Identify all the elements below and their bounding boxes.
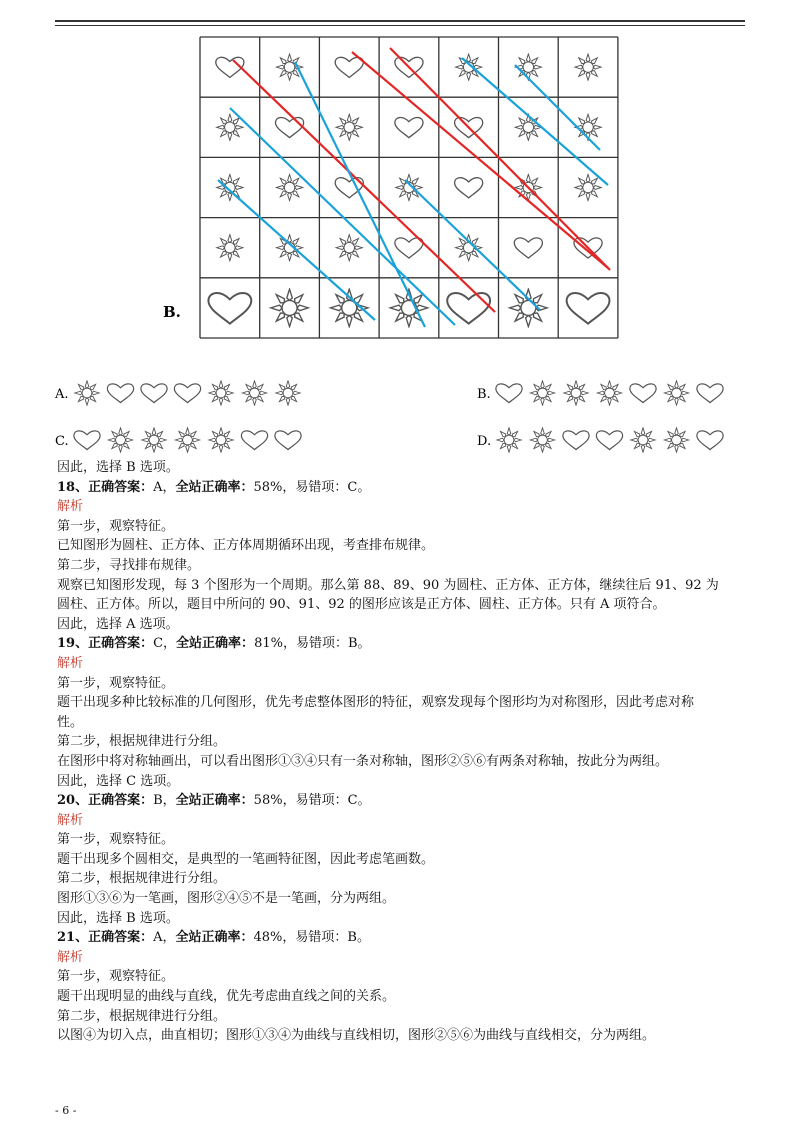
- answer-key: B，: [153, 793, 176, 809]
- sun-icon: [575, 114, 601, 140]
- heart-icon: [395, 118, 423, 138]
- explanation-line: 第二步，根据规律进行分组。: [57, 871, 227, 887]
- sun-icon: [631, 428, 655, 452]
- heart-icon: [496, 384, 522, 403]
- blue-diagonal-line: [295, 62, 425, 327]
- accuracy-value: 48%，易错项：B。: [253, 930, 370, 946]
- sun-icon: [271, 289, 309, 327]
- sun-icon: [530, 381, 554, 405]
- sun-icon: [664, 381, 688, 405]
- explanation-line: 观察已知图形发现，每 3 个图形为一个周期。那么第 88、89、90 为圆柱、正方体、正方体，继续往后 91、92 为: [57, 577, 719, 593]
- explanation-line: 第二步，根据规律进行分组。: [57, 1008, 227, 1024]
- explanation-line: 第一步，观察特征。: [57, 832, 175, 848]
- heart-icon: [697, 431, 723, 450]
- option-label: D.: [477, 434, 492, 449]
- heart-icon: [174, 384, 200, 403]
- heart-icon: [208, 293, 251, 324]
- sun-icon: [664, 428, 688, 452]
- answer-heading: [57, 791, 747, 811]
- heart-icon: [563, 431, 589, 450]
- explanation-line: 题干出现多种比较标准的几何图形，优先考虑整体图形的特征，观察发现每个图形均为对称图形，因此考虑对称: [57, 695, 695, 711]
- sun-icon: [175, 428, 199, 452]
- answer-heading: [57, 928, 747, 948]
- sun-icon: [515, 114, 541, 140]
- explanation-line: 图形①③⑥为一笔画，图形②④⑤不是一笔画，分为两组。: [57, 891, 396, 907]
- explanation-line: 第二步，寻找排布规律。: [57, 557, 201, 573]
- sun-icon: [217, 235, 243, 261]
- explanation-line: 在图形中将对称轴画出，可以看出图形①③④只有一条对称轴，图形②⑤⑥有两条对称轴，按此分为两组。: [57, 753, 669, 769]
- explanation-line: 因此，选择 A 选项。: [57, 616, 179, 632]
- explanation-line: 第一步，观察特征。: [57, 518, 175, 534]
- sun-icon: [575, 174, 601, 200]
- answer-key: A，: [153, 479, 176, 495]
- accuracy-label: 全站正确率：: [175, 930, 254, 946]
- answer-key-label: 21、正确答案：: [57, 930, 154, 946]
- sun-icon: [530, 428, 554, 452]
- heart-icon: [74, 431, 100, 450]
- sun-icon: [336, 114, 362, 140]
- answer-key: A，: [153, 930, 176, 946]
- answer-key-label: 18、正确答案：: [57, 479, 154, 495]
- analysis-heading: 解析: [57, 812, 84, 828]
- sun-icon: [396, 174, 422, 200]
- analysis-heading: 解析: [57, 499, 84, 515]
- sun-icon: [209, 381, 233, 405]
- heart-icon: [141, 384, 167, 403]
- heart-icon: [107, 384, 133, 403]
- answer-heading: [57, 478, 747, 498]
- heart-icon: [596, 431, 622, 450]
- sun-icon: [209, 428, 233, 452]
- page-number: - 6 -: [55, 1104, 77, 1117]
- sun-icon: [456, 235, 482, 261]
- heart-icon: [455, 178, 483, 198]
- explanation-line: 已知图形为圆柱、正方体、正方体周期循环出现，考查排布规律。: [57, 538, 435, 554]
- explanation-line: 圆柱、正方体。所以，题目中所问的 90、91、92 的图形应该是正方体、圆柱、正方体。只有 A 项符合。: [57, 597, 666, 613]
- answer-explanations: [57, 458, 747, 1046]
- heart-icon: [395, 238, 423, 258]
- sun-icon: [242, 381, 266, 405]
- heart-icon: [241, 431, 267, 450]
- sun-icon: [108, 428, 132, 452]
- heart-icon: [275, 431, 301, 450]
- sun-icon: [456, 54, 482, 80]
- sun-icon: [276, 174, 302, 200]
- analysis-heading: 解析: [57, 949, 84, 965]
- option-label: B.: [477, 387, 491, 402]
- sun-icon: [515, 54, 541, 80]
- sun-icon: [575, 54, 601, 80]
- sun-icon: [276, 235, 302, 261]
- answer-key-label: 20、正确答案：: [57, 793, 154, 809]
- accuracy-value: 58%，易错项：C。: [253, 793, 371, 809]
- explanation-line: 性。: [57, 714, 84, 730]
- explanation-line: 第一步，观察特征。: [57, 675, 175, 691]
- sun-icon: [336, 235, 362, 261]
- explanation-line: 因此，选择 C 选项。: [57, 773, 180, 789]
- accuracy-value: 81%，易错项：B。: [254, 636, 371, 652]
- explanation-line: 因此，选择 B 选项。: [57, 910, 179, 926]
- explanation-line: 第一步，观察特征。: [57, 969, 175, 985]
- answer-key-label: 19、正确答案：: [57, 636, 154, 652]
- accuracy-label: 全站正确率：: [176, 636, 255, 652]
- option-label: C.: [55, 434, 69, 449]
- heart-icon: [335, 57, 363, 77]
- analysis-heading: 解析: [57, 655, 84, 671]
- heart-icon: [514, 238, 542, 258]
- sun-icon: [217, 174, 243, 200]
- sun-icon: [497, 428, 521, 452]
- explanation-line: 题干出现明显的曲线与直线，优先考虑曲直线之间的关系。: [57, 989, 396, 1005]
- heart-icon: [275, 118, 303, 138]
- sun-icon: [564, 381, 588, 405]
- pattern-figure: [0, 0, 800, 460]
- red-diagonal-line: [352, 52, 608, 268]
- answer-key: C，: [153, 636, 177, 652]
- sun-icon: [142, 428, 166, 452]
- answer-heading: [57, 634, 747, 654]
- explanation-line: 因此，选择 B 选项。: [57, 460, 179, 475]
- accuracy-label: 全站正确率：: [175, 479, 254, 495]
- sun-icon: [276, 54, 302, 80]
- sun-icon: [75, 381, 99, 405]
- sun-icon: [276, 381, 300, 405]
- heart-icon: [630, 384, 656, 403]
- explanation-line: 以图④为切入点，曲直相切；图形①③④为曲线与直线相切，图形②⑤⑥为曲线与直线相交，分为两组。: [57, 1028, 656, 1044]
- accuracy-value: 58%，易错项：C。: [253, 479, 371, 495]
- heart-icon: [697, 384, 723, 403]
- sun-icon: [597, 381, 621, 405]
- blue-diagonal-line: [462, 58, 608, 185]
- figure-label: B.: [163, 303, 181, 321]
- sun-icon: [510, 289, 547, 327]
- heart-icon: [567, 293, 610, 324]
- explanation-line: 题干出现多个圆相交，是典型的一笔画特征图，因此考虑笔画数。: [57, 851, 435, 867]
- explanation-line: 第二步，根据规律进行分组。: [57, 734, 227, 750]
- accuracy-label: 全站正确率：: [175, 793, 254, 809]
- heart-icon: [447, 293, 490, 324]
- option-label: A.: [55, 387, 69, 402]
